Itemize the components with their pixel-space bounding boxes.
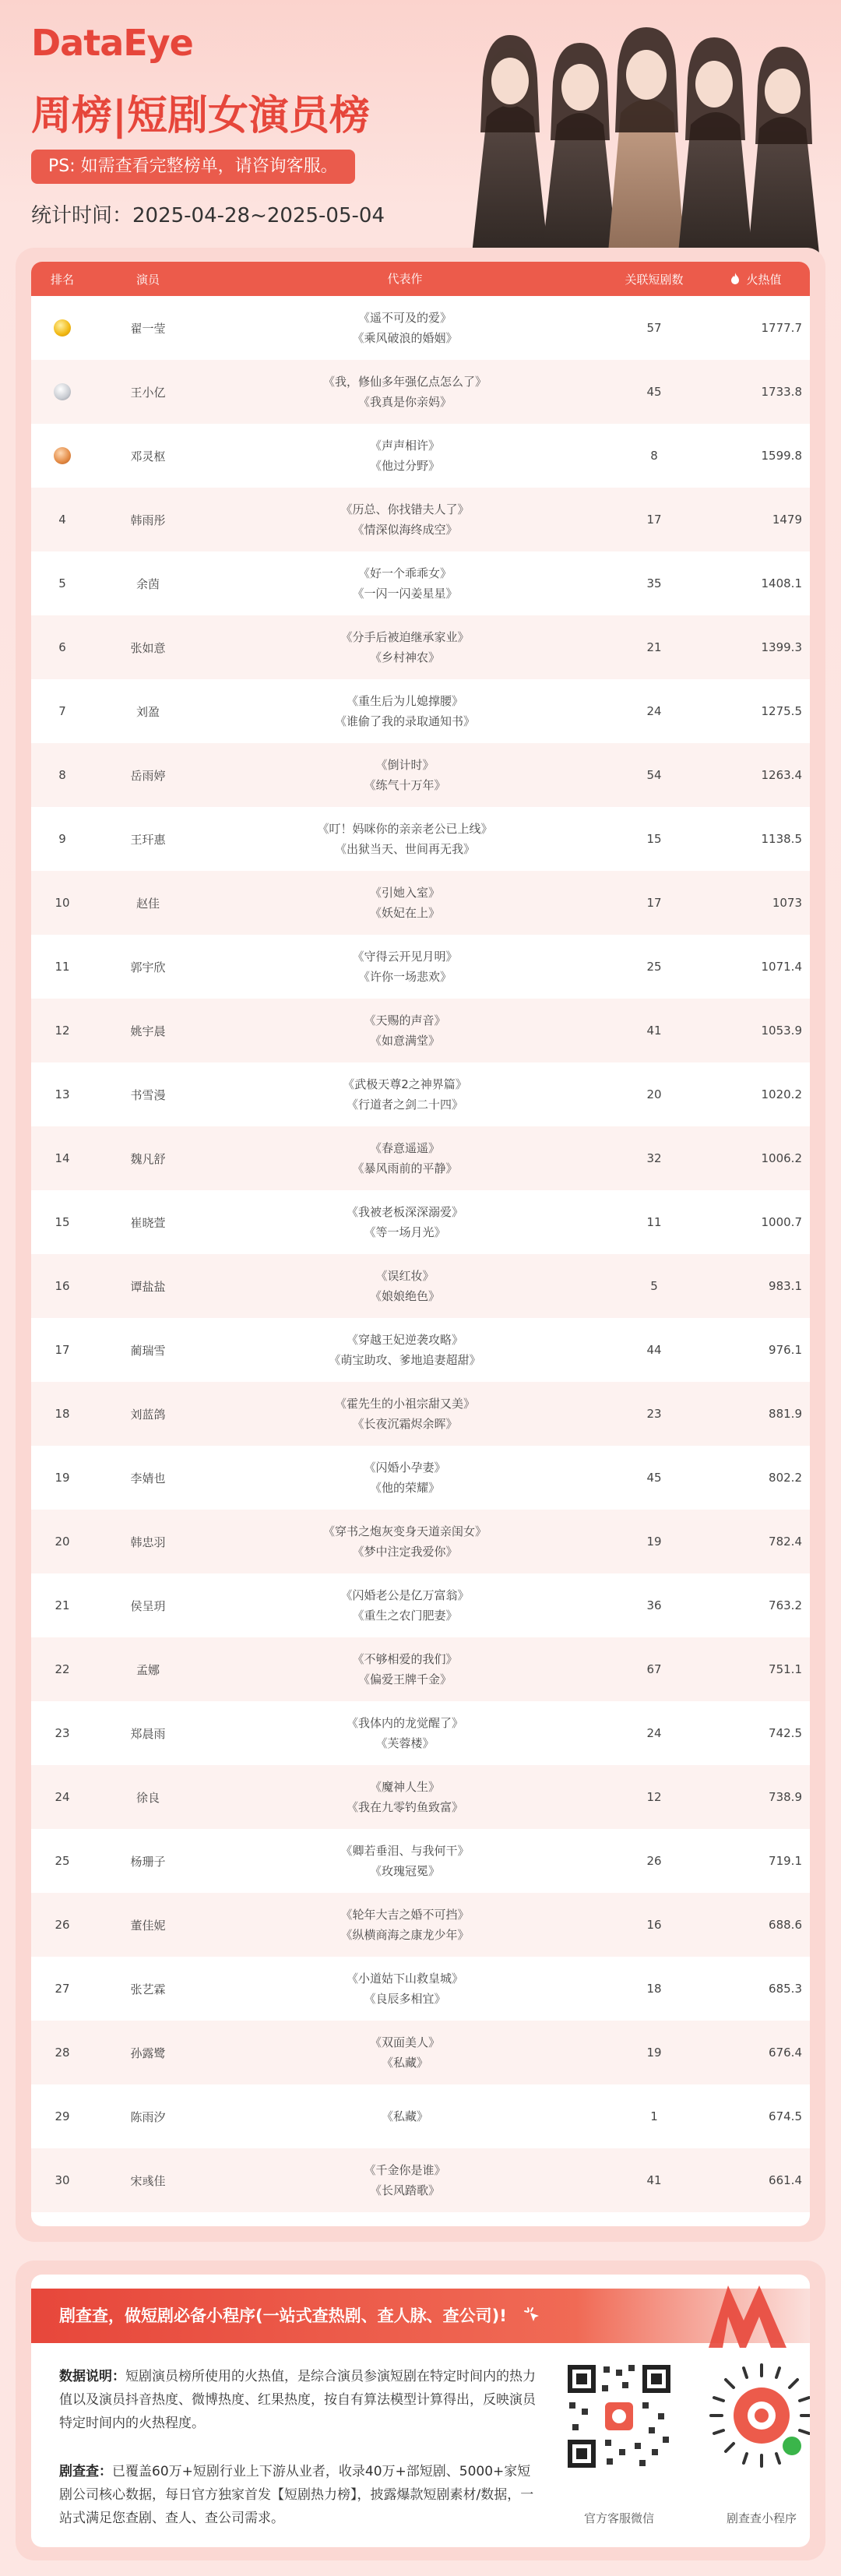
drama-count-cell: 54: [646, 768, 662, 782]
actor-cell: 王玕惠: [130, 832, 166, 847]
drama-count-cell: 8: [650, 449, 658, 463]
work-title: 《情深似海终成空》: [352, 523, 458, 537]
work-title: 《穿书之炮灰变身天道亲闺女》: [322, 1524, 487, 1538]
table-row: [31, 1190, 810, 1254]
rank-cell: 4: [58, 513, 66, 527]
table-row: [31, 1062, 810, 1126]
actor-cell: 崔晓萱: [130, 1215, 166, 1230]
works-cell: [202, 1394, 607, 1434]
work-title: 《千金你是谁》: [364, 2163, 446, 2177]
juchacha-description-text: 已覆盖60万+短剧行业上下游从业者，收录40万+部短剧、5000+家短剧公司核心数据，每日官方独家首发【短剧热力榜】，披露爆款短剧素材/数据，一站式满足您查剧、查人、查公司需求。: [59, 2464, 534, 2526]
table-row: [31, 424, 810, 488]
actor-cell: 谭盐盐: [130, 1279, 166, 1294]
table-row: [31, 1126, 810, 1190]
works-cell: [202, 2106, 607, 2127]
mini-program-code-icon: [705, 2359, 810, 2472]
works-cell: [202, 1266, 607, 1306]
table-row: [31, 1446, 810, 1510]
rank-cell: 11: [55, 960, 70, 974]
drama-count-cell: 17: [646, 513, 662, 527]
actor-cell: 董佳妮: [130, 1918, 166, 1933]
actor-cell: 郭宇欣: [130, 960, 166, 974]
silver-medal-icon: [54, 383, 71, 400]
works-cell: [202, 2160, 607, 2201]
col-rank: 排名: [50, 272, 74, 287]
works-cell: [202, 2032, 607, 2073]
work-title: 《天赐的声音》: [364, 1013, 446, 1027]
drama-count-cell: 45: [646, 1471, 662, 1485]
table-row: [31, 1701, 810, 1765]
drama-count-cell: 25: [646, 960, 662, 974]
work-title: 《行道者之剑二十四》: [346, 1098, 463, 1112]
heat-value-cell: 1408.1: [761, 576, 802, 590]
works-cell: [202, 563, 607, 604]
table-row: [31, 551, 810, 615]
heat-value-cell: 802.2: [769, 1471, 802, 1485]
rank-cell: 20: [55, 1535, 70, 1549]
drama-count-cell: 32: [646, 1151, 662, 1165]
dataeye-logo: DataEye: [31, 22, 193, 64]
work-title: 《引她入室》: [369, 886, 440, 900]
heat-value-cell: 1006.2: [761, 1151, 802, 1165]
works-cell: [202, 1585, 607, 1626]
heat-value-cell: 1000.7: [761, 1215, 802, 1229]
table-row: [31, 488, 810, 551]
work-title: 《芙蓉楼》: [375, 1736, 435, 1750]
heat-value-cell: 763.2: [769, 1598, 802, 1612]
work-title: 《好一个乖乖女》: [357, 566, 452, 580]
work-title: 《魔神人生》: [369, 1780, 440, 1794]
work-title: 《私藏》: [381, 2056, 428, 2070]
heat-value-cell: 976.1: [769, 1343, 802, 1357]
rank-cell: 18: [55, 1407, 70, 1421]
work-title: 《他的荣耀》: [369, 1481, 440, 1495]
actor-cell: 姚宇晨: [130, 1024, 166, 1038]
actor-cell: 宋彧佳: [130, 2173, 166, 2188]
actor-cell: 书雪漫: [130, 1087, 166, 1102]
heat-value-cell: 1777.7: [761, 321, 802, 335]
rank-cell: 8: [58, 768, 66, 782]
actor-cell: 赵佳: [135, 896, 160, 911]
work-title: 《闪婚老公是亿万富翁》: [340, 1588, 470, 1602]
drama-count-cell: 17: [646, 896, 662, 910]
heat-value-cell: 742.5: [769, 1726, 802, 1740]
ps-note: PS: 如需查看完整榜单，请咨询客服。: [31, 150, 355, 184]
works-cell: [202, 1905, 607, 1945]
heat-value-cell: 1053.9: [761, 1024, 802, 1038]
actor-cell: 韩雨彤: [130, 513, 166, 527]
work-title: 《乡村神农》: [369, 650, 440, 664]
dataeye-mark-icon: [701, 2278, 794, 2348]
actor-cell: 王小亿: [130, 385, 166, 400]
data-description-label: 数据说明：: [59, 2369, 125, 2384]
actor-cell: 张如意: [130, 640, 166, 655]
work-title: 《良辰多相宜》: [364, 1992, 446, 2006]
actor-cell: 翟一莹: [130, 321, 166, 336]
heat-value-cell: 881.9: [769, 1407, 802, 1421]
works-cell: [202, 755, 607, 795]
rank-cell: 15: [55, 1215, 70, 1229]
drama-count-cell: 41: [646, 2173, 662, 2187]
work-title: 《不够相爱的我们》: [352, 1652, 458, 1666]
works-cell: [202, 1010, 607, 1051]
heat-value-cell: 1138.5: [761, 832, 802, 846]
juchacha-description: [59, 2460, 542, 2530]
actor-cell: 岳雨婷: [130, 768, 166, 783]
promo-inner: [31, 2275, 810, 2547]
work-title: 《暴风雨前的平静》: [352, 1161, 458, 1175]
work-title: 《出狱当天、世间再无我》: [334, 842, 475, 856]
heat-value-cell: 674.5: [769, 2109, 802, 2123]
col-heat: [701, 271, 810, 287]
drama-count-cell: 19: [646, 1535, 662, 1549]
rank-cell: 7: [58, 704, 66, 718]
work-title: 《长风踏歌》: [369, 2183, 440, 2197]
col-count: 关联短剧数: [625, 272, 684, 287]
gold-medal-icon: [54, 319, 71, 337]
table-row: [31, 871, 810, 935]
work-title: 《许你一场悲欢》: [357, 970, 452, 984]
works-cell: [202, 308, 607, 348]
heat-value-cell: 676.4: [769, 2046, 802, 2060]
heat-value-cell: 1263.4: [761, 768, 802, 782]
work-title: 《我在九零钓鱼致富》: [346, 1800, 463, 1814]
click-icon: [523, 2306, 544, 2326]
drama-count-cell: 57: [646, 321, 662, 335]
works-cell: [202, 1138, 607, 1179]
table-row: [31, 1318, 810, 1382]
wechat-qr-label: 官方客服微信: [583, 2511, 654, 2525]
rank-cell: 16: [55, 1279, 70, 1293]
rank-cell: 23: [55, 1726, 70, 1740]
drama-count-cell: 15: [646, 832, 662, 846]
table-row: [31, 1893, 810, 1957]
table-row: [31, 2084, 810, 2148]
rank-cell: 12: [55, 1024, 70, 1038]
work-title: 《卿若垂泪、与我何干》: [340, 1844, 470, 1858]
heat-value-cell: 1733.8: [761, 385, 802, 399]
actresses-hero-image: [448, 0, 841, 261]
work-title: 《妖妃在上》: [369, 906, 440, 920]
rank-cell: 9: [58, 832, 66, 846]
works-cell: [202, 1968, 607, 2009]
bronze-medal-icon: [54, 447, 71, 464]
work-title: 《私藏》: [381, 2109, 428, 2123]
heat-value-cell: 1275.5: [761, 704, 802, 718]
drama-count-cell: 24: [646, 704, 662, 718]
work-title: 《叮！妈咪你的亲亲老公已上线》: [317, 822, 493, 836]
work-title: 《我体内的龙觉醒了》: [346, 1716, 463, 1730]
work-title: 《练气十万年》: [364, 778, 446, 792]
rank-medal-cell: [31, 447, 93, 464]
rank-cell: 25: [55, 1854, 70, 1868]
table-row: [31, 999, 810, 1062]
actor-cell: 魏凡舒: [130, 1151, 166, 1166]
actor-cell: 李婧也: [130, 1471, 166, 1485]
table-row: [31, 615, 810, 679]
table-row: [31, 296, 810, 360]
work-title: 《武极天尊2之神界篇》: [343, 1077, 467, 1091]
data-description-text: 短剧演员榜所使用的火热值，是综合演员参演短剧在特定时间内的热力值以及演员抖音热度、微博热度、红果热度，按自有算法模型计算得出，反映演员特定时间内的火热程度。: [59, 2369, 536, 2431]
table-row: [31, 807, 810, 871]
work-title: 《我，修仙多年强亿点怎么了》: [322, 375, 487, 389]
mini-program-label: 剧查查小程序: [726, 2511, 797, 2525]
ranking-table: [31, 262, 810, 2226]
work-title: 《声声相许》: [369, 439, 440, 453]
heat-value-cell: 661.4: [769, 2173, 802, 2187]
work-title: 《一闪一闪姜星星》: [352, 587, 458, 601]
table-row: [31, 679, 810, 743]
actor-cell: 孟娜: [135, 1662, 160, 1677]
work-title: 《重生之农门肥妻》: [352, 1609, 458, 1623]
table-row: [31, 1637, 810, 1701]
table-row: [31, 1957, 810, 2021]
rank-cell: 22: [55, 1662, 70, 1676]
table-row: [31, 743, 810, 807]
actor-cell: 徐良: [135, 1790, 160, 1805]
table-row: [31, 2148, 810, 2212]
rank-cell: 24: [55, 1790, 70, 1804]
drama-count-cell: 24: [646, 1726, 662, 1740]
rank-cell: 27: [55, 1982, 70, 1996]
works-cell: [202, 372, 607, 412]
drama-count-cell: 41: [646, 1024, 662, 1038]
table-body: [31, 296, 810, 2212]
col-actor: 演员: [135, 272, 160, 287]
heat-value-cell: 1399.3: [761, 640, 802, 654]
work-title: 《霍先生的小祖宗甜又美》: [334, 1397, 475, 1411]
work-title: 《乘风破浪的婚姻》: [352, 331, 458, 345]
work-title: 《梦中注定我爱你》: [352, 1545, 458, 1559]
actor-cell: 韩忠羽: [130, 1535, 166, 1549]
drama-count-cell: 26: [646, 1854, 662, 1868]
work-title: 《玫瑰冠冕》: [369, 1864, 440, 1878]
table-row: [31, 2021, 810, 2084]
works-cell: [202, 691, 607, 731]
work-title: 《等一场月光》: [364, 1225, 446, 1239]
works-cell: [202, 627, 607, 668]
heat-value-cell: 751.1: [769, 1662, 802, 1676]
rank-cell: 14: [55, 1151, 70, 1165]
drama-count-cell: 67: [646, 1662, 662, 1676]
col-heat-label: 火热值: [746, 272, 782, 287]
drama-count-cell: 21: [646, 640, 662, 654]
juchacha-description-label: 剧查查：: [59, 2464, 112, 2479]
table-row: [31, 1573, 810, 1637]
works-cell: [202, 946, 607, 987]
actor-cell: 余茵: [135, 576, 160, 591]
work-title: 《谁偷了我的录取通知书》: [334, 714, 475, 728]
work-title: 《轮年大吉之婚不可挡》: [340, 1908, 470, 1922]
promo-card: [16, 2261, 825, 2560]
stat-period: 统计时间：2025-04-28~2025-05-04: [31, 204, 385, 227]
drama-count-cell: 16: [646, 1918, 662, 1932]
actor-cell: 邓灵枢: [130, 449, 166, 463]
rank-cell: 26: [55, 1918, 70, 1932]
rank-cell: 6: [58, 640, 66, 654]
table-header: [31, 262, 810, 296]
works-cell: [202, 1841, 607, 1881]
work-title: 《偏爱王牌千金》: [357, 1672, 452, 1686]
rank-cell: 30: [55, 2173, 70, 2187]
work-title: 《历总、你找错夫人了》: [340, 502, 470, 516]
drama-count-cell: 5: [650, 1279, 658, 1293]
table-row: [31, 1829, 810, 1893]
drama-count-cell: 19: [646, 2046, 662, 2060]
heat-value-cell: 685.3: [769, 1982, 802, 1996]
rank-medal-cell: [31, 383, 93, 400]
rank-cell: 5: [58, 576, 66, 590]
table-row: [31, 1765, 810, 1829]
work-title: 《萌宝助攻、爹地追妻超甜》: [329, 1353, 481, 1367]
actor-cell: 刘盈: [135, 704, 160, 719]
table-row: [31, 1382, 810, 1446]
promo-banner-text: 剧查查，做短剧必备小程序(一站式查热剧、查人脉、查公司)!: [59, 2306, 507, 2325]
rank-cell: 17: [55, 1343, 70, 1357]
actor-cell: 杨珊子: [130, 1854, 166, 1869]
rank-medal-cell: [31, 319, 93, 337]
drama-count-cell: 18: [646, 1982, 662, 1996]
heat-value-cell: 738.9: [769, 1790, 802, 1804]
work-title: 《分手后被迫继承家业》: [340, 630, 470, 644]
data-description: [59, 2365, 542, 2435]
rank-cell: 28: [55, 2046, 70, 2060]
work-title: 《穿越王妃逆袭攻略》: [346, 1333, 463, 1347]
col-works: 代表作: [387, 272, 423, 286]
work-title: 《倒计时》: [375, 758, 435, 772]
works-cell: [202, 819, 607, 859]
works-cell: [202, 1330, 607, 1370]
work-title: 《误红妆》: [375, 1269, 435, 1283]
work-title: 《纵横商海之康龙少年》: [340, 1928, 470, 1942]
rank-cell: 29: [55, 2109, 70, 2123]
actor-cell: 孙露鹭: [130, 2046, 166, 2060]
work-title: 《娘娘绝色》: [369, 1289, 440, 1303]
drama-count-cell: 11: [646, 1215, 662, 1229]
works-cell: [202, 499, 607, 540]
work-title: 《长夜沉霜烬余晖》: [352, 1417, 458, 1431]
works-cell: [202, 1202, 607, 1242]
work-title: 《闪婚小孕妻》: [364, 1461, 446, 1475]
work-title: 《小道姑下山救皇城》: [346, 1972, 463, 1986]
work-title: 《我被老板深深溺爱》: [346, 1205, 463, 1219]
works-cell: [202, 1521, 607, 1562]
drama-count-cell: 36: [646, 1598, 662, 1612]
heat-value-cell: 1073: [772, 896, 802, 910]
heat-value-cell: 983.1: [769, 1279, 802, 1293]
page-title: 周榜|短剧女演员榜: [31, 93, 370, 139]
actor-cell: 陈雨汐: [130, 2109, 166, 2124]
drama-count-cell: 45: [646, 385, 662, 399]
actor-cell: 张艺霖: [130, 1982, 166, 1996]
works-cell: [202, 1777, 607, 1817]
rank-cell: 10: [55, 896, 70, 910]
works-cell: [202, 1457, 607, 1498]
actor-cell: 刘蓝鸽: [130, 1407, 166, 1422]
table-row: [31, 935, 810, 999]
rank-cell: 13: [55, 1087, 70, 1101]
heat-value-cell: 782.4: [769, 1535, 802, 1549]
promo-banner: [31, 2289, 810, 2343]
work-title: 《双面美人》: [369, 2035, 440, 2049]
work-title: 《如意满堂》: [369, 1034, 440, 1048]
work-title: 《我真是你亲妈》: [357, 395, 452, 409]
heat-value-cell: 1479: [772, 513, 802, 527]
drama-count-cell: 23: [646, 1407, 662, 1421]
heat-value-cell: 1599.8: [761, 449, 802, 463]
drama-count-cell: 35: [646, 576, 662, 590]
drama-count-cell: 12: [646, 1790, 662, 1804]
wechat-qr-icon: [565, 2362, 674, 2471]
drama-count-cell: 20: [646, 1087, 662, 1101]
works-cell: [202, 1713, 607, 1753]
drama-count-cell: 44: [646, 1343, 662, 1357]
work-title: 《守得云开见月明》: [352, 950, 458, 964]
actor-cell: 蔺瑞雪: [130, 1343, 166, 1358]
ranking-card: [16, 248, 825, 2242]
table-row: [31, 1510, 810, 1573]
work-title: 《他过分野》: [369, 459, 440, 473]
table-row: [31, 360, 810, 424]
drama-count-cell: 1: [650, 2109, 658, 2123]
heat-value-cell: 719.1: [769, 1854, 802, 1868]
table-row: [31, 1254, 810, 1318]
work-title: 《春意遥遥》: [369, 1141, 440, 1155]
works-cell: [202, 883, 607, 923]
actor-cell: 郑晨雨: [130, 1726, 166, 1741]
work-title: 《重生后为儿媳撑腰》: [346, 694, 463, 708]
rank-cell: 19: [55, 1471, 70, 1485]
heat-value-cell: 1020.2: [761, 1087, 802, 1101]
heat-value-cell: 688.6: [769, 1918, 802, 1932]
fire-icon: [729, 272, 741, 286]
actor-cell: 侯呈玥: [130, 1598, 166, 1613]
works-cell: [202, 1074, 607, 1115]
heat-value-cell: 1071.4: [761, 960, 802, 974]
rank-cell: 21: [55, 1598, 70, 1612]
works-cell: [202, 435, 607, 476]
work-title: 《遥不可及的爱》: [357, 311, 452, 325]
works-cell: [202, 1649, 607, 1690]
